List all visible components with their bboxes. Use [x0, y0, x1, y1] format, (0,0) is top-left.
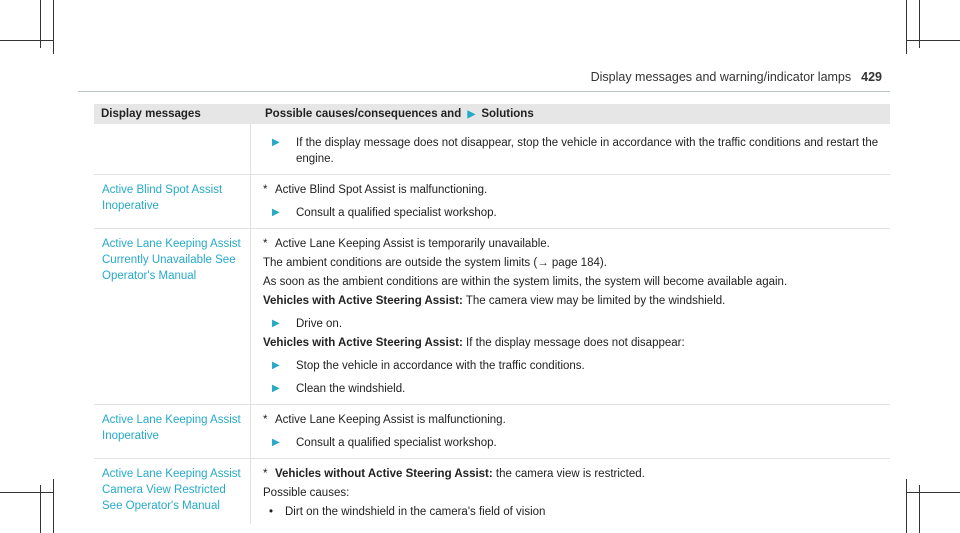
- table-header: [94, 104, 890, 124]
- solution-step: ▶ Consult a qualified specialist workshop.: [263, 205, 882, 221]
- asterisk-icon: *: [263, 238, 268, 250]
- crop-mark: [906, 479, 907, 533]
- bullet-icon: •: [269, 506, 274, 518]
- triangle-icon: ▶: [272, 207, 280, 218]
- asterisk-icon: *: [263, 414, 268, 426]
- triangle-icon: ▶: [272, 360, 280, 371]
- crop-mark: [53, 479, 54, 533]
- triangle-icon: ▶: [467, 109, 476, 120]
- cause: * Active Blind Spot Assist is malfunctioning.: [263, 184, 488, 196]
- col-header-display-messages: Display messages: [101, 108, 201, 120]
- asterisk-icon: *: [263, 184, 268, 196]
- triangle-icon: ▶: [272, 318, 280, 329]
- solution-step: ▶ Stop the vehicle in accordance with the traffic conditions.: [263, 358, 882, 374]
- solution-step: ▶ If the display message does not disappear, stop the vehicle in accordance with the traffic conditions and restart the engine.: [263, 135, 882, 167]
- header-rule: [78, 91, 890, 92]
- paragraph: Vehicles with Active Steering Assist: If the display message does not disappear:: [263, 337, 685, 349]
- display-message: Active Blind Spot Assist Inoperative: [102, 184, 223, 212]
- triangle-icon: ▶: [272, 437, 280, 448]
- crop-mark: [0, 40, 54, 41]
- display-message: Active Lane Keeping Assist Inoperative: [102, 414, 241, 442]
- crop-mark: [906, 492, 960, 493]
- table-row: [94, 459, 890, 524]
- table-row: [94, 175, 890, 229]
- paragraph: The ambient conditions are outside the system limits (→ page 184).: [263, 257, 607, 269]
- col-header-causes: Possible causes/consequences and ▶ Solutions: [265, 108, 534, 120]
- table-row: [94, 124, 890, 175]
- solution-step: ▶ Clean the windshield.: [263, 381, 882, 397]
- triangle-icon: ▶: [272, 383, 280, 394]
- display-message: Active Lane Keeping Assist Camera View Restricted See Operator's Manual: [102, 468, 241, 512]
- display-message: [94, 124, 250, 174]
- triangle-icon: ▶: [272, 137, 280, 148]
- page-number: 429: [861, 70, 882, 84]
- cause: * Active Lane Keeping Assist is temporarily unavailable.: [263, 238, 550, 250]
- table-row: [94, 405, 890, 459]
- asterisk-icon: *: [263, 468, 268, 480]
- paragraph: Vehicles with Active Steering Assist: The camera view may be limited by the windshield.: [263, 295, 726, 307]
- solution-step: ▶ Drive on.: [263, 316, 882, 332]
- bullet-item: • Dirt on the windshield in the camera's field of vision: [263, 504, 882, 520]
- display-message: Active Lane Keeping Assist Currently Unavailable See Operator's Manual: [102, 238, 241, 282]
- crop-mark: [0, 492, 54, 493]
- crop-mark: [53, 0, 54, 54]
- table-row: [94, 229, 890, 405]
- page-header: [591, 70, 882, 84]
- cause: * Active Lane Keeping Assist is malfunctioning.: [263, 414, 506, 426]
- solution-step: ▶ Consult a qualified specialist workshop.: [263, 435, 882, 451]
- page-header-title: Display messages and warning/indicator lamps: [590, 70, 852, 84]
- messages-table: [94, 104, 890, 524]
- crop-mark: [906, 40, 960, 41]
- paragraph: Possible causes:: [263, 487, 350, 499]
- crop-mark: [906, 0, 907, 54]
- cause: * Vehicles without Active Steering Assist: the camera view is restricted.: [263, 468, 645, 480]
- paragraph: As soon as the ambient conditions are within the system limits, the system will become available again.: [263, 276, 788, 288]
